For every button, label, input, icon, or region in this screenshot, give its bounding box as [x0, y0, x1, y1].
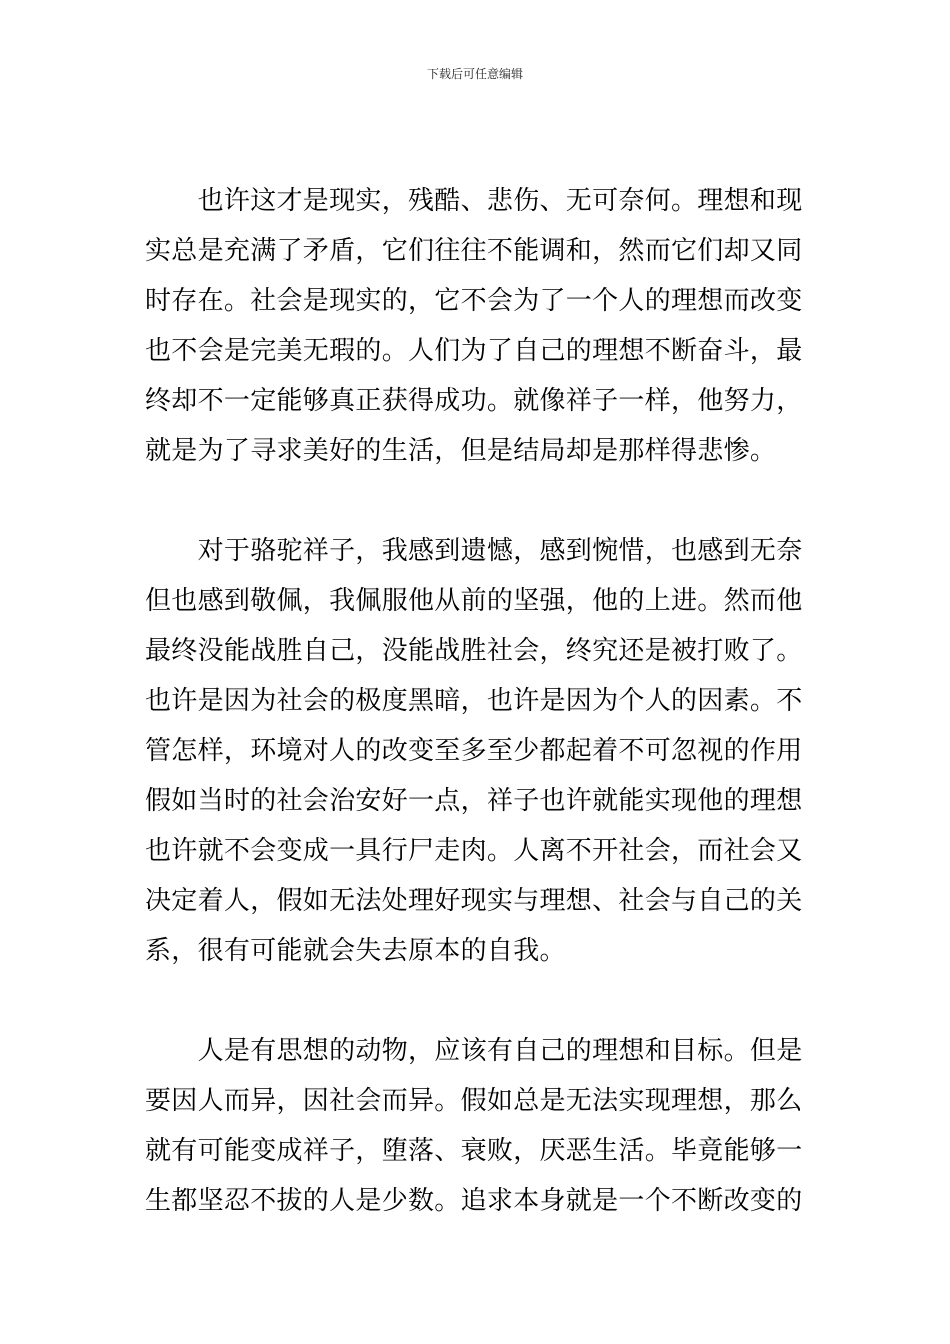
text-line: 就有可能变成祥子，堕落、衰败，厌恶生活。毕竟能够一 — [145, 1136, 803, 1166]
text-line: 假如当时的社会治安好一点，祥子也许就能实现他的理想 — [145, 786, 803, 816]
text-line: 最终没能战胜自己，没能战胜社会，终究还是被打败了。 — [145, 636, 803, 666]
text-line: 系，很有可能就会失去原本的自我。 — [145, 936, 566, 966]
text-line: 也许这才是现实，残酷、悲伤、无可奈何。理想和现 — [145, 186, 803, 216]
paragraph-1 — [145, 176, 813, 476]
text-line: 也许就不会变成一具行尸走肉。人离不开社会，而社会又 — [145, 836, 803, 866]
paragraph-gap — [145, 476, 813, 526]
text-line: 终却不一定能够真正获得成功。就像祥子一样，他努力， — [145, 386, 803, 416]
text-line: 时存在。社会是现实的，它不会为了一个人的理想而改变 — [145, 286, 803, 316]
text-line: 要因人而异，因社会而异。假如总是无法实现理想，那么 — [145, 1086, 803, 1116]
text-line: 生都坚忍不拔的人是少数。追求本身就是一个不断改变的 — [145, 1186, 803, 1216]
text-line: 对于骆驼祥子，我感到遗憾，感到惋惜，也感到无奈 — [145, 536, 803, 566]
paragraph-2 — [145, 526, 813, 976]
text-line: 管怎样，环境对人的改变至多至少都起着不可忽视的作用 — [145, 736, 803, 766]
text-line: 实总是充满了矛盾，它们往往不能调和，然而它们却又同 — [145, 236, 803, 266]
text-line: 就是为了寻求美好的生活，但是结局却是那样得悲惨。 — [145, 436, 777, 466]
text-line: 决定着人，假如无法处理好现实与理想、社会与自己的关 — [145, 886, 803, 916]
paragraph-3 — [145, 1026, 813, 1226]
text-line: 也不会是完美无瑕的。人们为了自己的理想不断奋斗，最 — [145, 336, 803, 366]
text-line: 也许是因为社会的极度黑暗，也许是因为个人的因素。不 — [145, 686, 803, 716]
page-header: 下载后可任意编辑 — [426, 67, 523, 81]
text-line: 但也感到敬佩，我佩服他从前的坚强，他的上进。然而他 — [145, 586, 803, 616]
paragraph-gap — [145, 976, 813, 1026]
text-line: 人是有思想的动物，应该有自己的理想和目标。但是 — [145, 1036, 803, 1066]
document-body — [145, 176, 813, 1226]
